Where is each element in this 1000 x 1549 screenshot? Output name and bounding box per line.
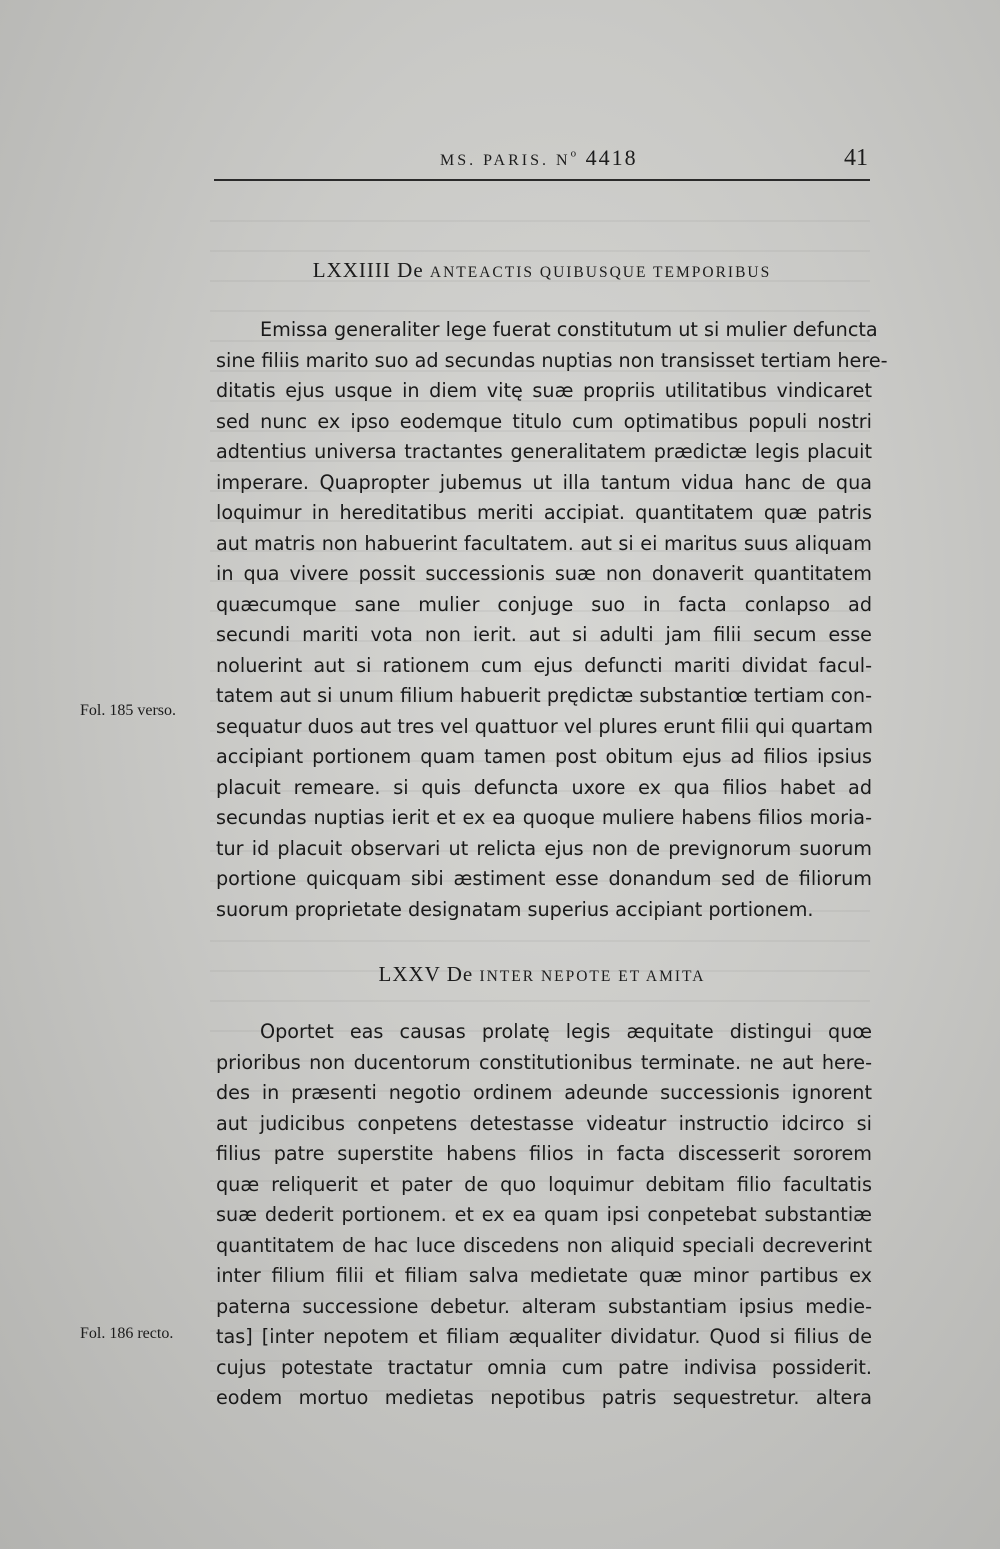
text-line: imperare. Quapropter jubemus ut illa tantum vidua hanc de qua — [216, 470, 872, 494]
text-line: paterna successione debetur. alteram substantiam ipsius medie- — [216, 1294, 872, 1318]
text-line: prioribus non ducentorum constitutionibus terminate. ne aut here- — [216, 1050, 872, 1074]
text-line: suæ dederit portionem. et ex ea quam ipsi conpetebat substantiæ — [216, 1203, 872, 1226]
running-title — [440, 145, 638, 171]
text-line: inter filium filii et filiam salva medietate quæ minor partibus ex — [216, 1264, 872, 1287]
text-line: loquimur in hereditatibus meriti accipiat. quantitatem quæ patris — [216, 501, 872, 524]
margin-note-fol-186-recto: Fol. 186 recto. — [80, 1325, 174, 1342]
text-line: accipiant portionem quam tamen post obitum ejus ad filios ipsius — [216, 745, 872, 768]
section-body-lxxv — [216, 1017, 872, 1414]
text-line: Emissa generaliter lege fuerat constitutum ut si mulier defuncta — [260, 318, 878, 341]
text-line: tur id placuit observari ut relicta ejus non de prevignorum suorum — [216, 836, 872, 860]
text-line: secundi mariti vota non ierit. aut si adulti jam filii secum esse — [216, 623, 872, 646]
text-line: cujus potestate tractatur omnia cum patre indivisa possiderit. — [216, 1355, 872, 1379]
text-line: secundas nuptias ierit et ex ea quoque muliere habens filios moria- — [216, 806, 872, 829]
text-line: quæ reliquerit et pater de quo loquimur debitam filio facultatis — [216, 1172, 872, 1196]
text-line: portione quicquam sibi æstiment esse donandum sed de filiorum — [216, 867, 872, 890]
text-line: ditatis ejus usque in diem vitę suæ propriis utilitatibus vindicaret — [216, 379, 872, 402]
running-title-number: 4418 — [585, 145, 638, 170]
text-line: tas] [inter nepotem et filiam æqualiter dividatur. Quod si filius de — [216, 1325, 872, 1348]
text-line: Oportet eas causas prolatę legis æquitate distingui quœ — [260, 1020, 872, 1043]
text-line: noluerint aut si rationem cum ejus defuncti mariti dividat facul- — [216, 653, 872, 677]
text-line: aut judicibus conpetens detestasse videatur instructio idcirco si — [216, 1111, 872, 1135]
text-line: sine filiis marito suo ad secundas nuptias non transisset tertiam here- — [216, 348, 888, 372]
running-title-prefix: MS. PARIS. N — [440, 152, 571, 169]
text-line: des in præsenti negotio ordinem adeunde successionis ignorent — [216, 1081, 872, 1104]
section-heading-lxxv — [214, 962, 870, 987]
section-heading-lxxiiii — [214, 258, 870, 283]
text-line: placuit remeare. si quis defuncta uxore ex qua filios habet ad — [216, 775, 872, 799]
section-number: LXXIIII — [312, 258, 391, 282]
text-line: suorum proprietate designatam superius accipiant portionem. — [216, 897, 814, 921]
section-body-lxxiiii — [216, 315, 888, 925]
text-line: quantitatem de hac luce discedens non aliquid speciali decreverint — [216, 1233, 872, 1257]
margin-note-fol-185-verso: Fol. 185 verso. — [80, 702, 176, 719]
text-line: filius patre superstite habens filios in facta discesserit sororem — [216, 1142, 872, 1165]
section-title: ANTЕACTIS QUIBUSQUE TEMPORIBUS — [429, 264, 772, 281]
header-rule — [214, 179, 870, 181]
text-line: eodem mortuo medietas nepotibus patris sequestretur. altera — [216, 1386, 872, 1409]
text-line: in qua vivere possit successionis suæ non donaverit quantitatem — [216, 562, 872, 585]
text-line: quæcumque sane mulier conjuge suo in facta conlapso ad — [216, 592, 872, 616]
section-number: LXXV — [378, 962, 441, 986]
section-title: INTER NEPOTE ET AMITA — [479, 968, 706, 985]
text-line: sequatur duos aut tres vel quattuor vel plures erunt filii qui quartam — [216, 714, 873, 738]
section-title-initial: De — [446, 962, 474, 986]
running-header — [214, 145, 870, 185]
text-line: tatem aut si unum filium habuerit prędictæ substantiœ tertiam con- — [216, 684, 872, 707]
section-title-initial: De — [397, 258, 424, 282]
text-line: aut matris non habuerint facultatem. aut si ei maritus suus aliquam — [216, 531, 872, 555]
text-line: sed nunc ex ipso eodemque titulo cum optimatibus populi nostri — [216, 409, 872, 433]
page-number: 41 — [844, 145, 868, 171]
running-title-superscript: o — [570, 147, 579, 160]
text-line: adtentius universa tractantes generalitatem prædictæ legis placuit — [216, 440, 872, 463]
